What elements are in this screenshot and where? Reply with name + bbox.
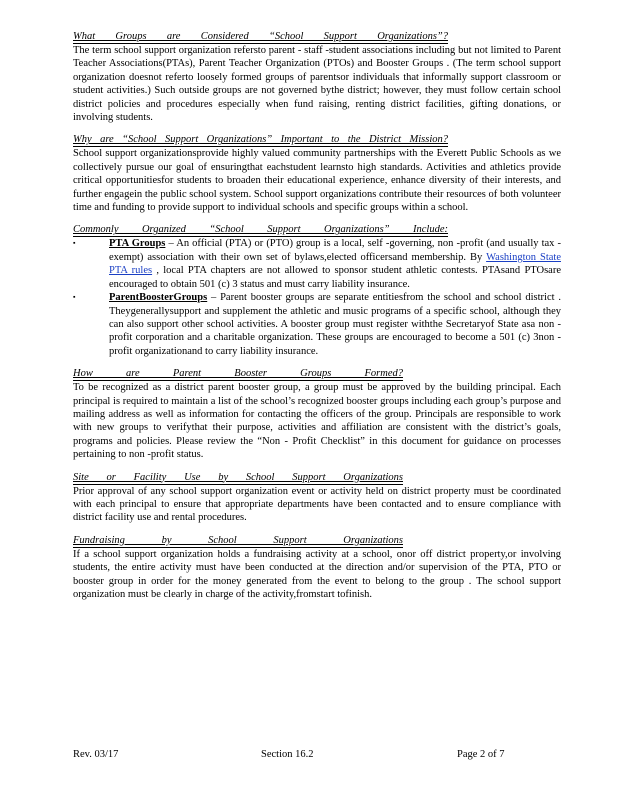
section-common-orgs [73, 223, 561, 358]
section-heading: What Groups are Considered “School Support Organizations”? [73, 31, 448, 42]
list-item-text: – An official (PTA) or (PTO) group is a local, self -governing, non -profit (and usually tax -exempt) association with their own set of bylaws,elected officersand membership. By [109, 238, 562, 263]
document-body [73, 30, 561, 610]
section-text: The term school support organization refersto parent - staff -student associations including but not limited to Parent Teacher Associations(PTAs), Parent Teacher Organization (PTOs) and Booster Groups . (The term school support organization doesnot referto loosely formed groups of parentsor individuals that informally support classroom or student activities.) Such outside groups are not governed bythe district; however, they must follow certain school district policies and procedures especially when fund raising, renting district facilities, gifting donations, or involving students. [73, 45, 561, 124]
revision-label: Rev. 03/17 [73, 749, 119, 760]
section-text: School support organizationsprovide highly valued community partnerships with the Everett Public Schools as we collectively pursue our goal of ensuringthat eachstudent learnsto high standards. Activities and athletics provide critical opportunitiesfor students to broaden their educational experience, enhance diversity of their interests, and further engagein the public school system. School support organizations contribute their resources of both volunteer time and funding to provide support to individual schools and specific groups within a school. [73, 148, 561, 214]
section-fundraising [73, 534, 561, 602]
section-booster-formation [73, 367, 561, 461]
list-item-text: , local PTA chapters are not allowed to sponsor student athletic contests. PTAsand PTOsare encouraged to obtain 501 (c) 3 status and must carry liability insurance. [109, 265, 561, 290]
org-type-list [73, 237, 561, 358]
page-number: Page 2 of 7 [457, 749, 505, 760]
section-text: If a school support organization holds a fundraising activity at a school, onor off district property,or involving students, the entire activity must have been conducted at the direction and/or supervision of the PTA, PTO or booster group in order for the money generated from the event to belong to the group . The school support organization must be clearly in charge of the activity,fromstart tofinish. [73, 548, 561, 600]
list-item [73, 291, 561, 358]
section-heading: Fundraising by School Support Organizations [73, 534, 403, 546]
section-importance [73, 133, 561, 214]
section-heading: Commonly Organized “School Support Organizations” Include: [73, 224, 448, 236]
list-item [73, 237, 561, 291]
section-number: Section 16.2 [261, 749, 314, 760]
section-heading: Why are “School Support Organizations” Important to the District Mission? [73, 134, 448, 146]
section-heading: How are Parent Booster Groups Formed? [73, 368, 403, 380]
list-item-term: ParentBoosterGroups [109, 292, 208, 304]
bullet-icon: ▪ [73, 293, 76, 302]
bullet-icon: ▪ [73, 239, 76, 248]
wa-state-pta-rules-link[interactable]: Washington State PTA rules [109, 251, 561, 277]
section-heading: Site or Facility Use by School Support Organizations [73, 471, 403, 483]
section-text: To be recognized as a district parent booster group, a group must be approved by the building principal. Each principal is required to maintain a list of the school’s recognized booster groups including each group’s purpose and mailing address as well as information for contacting the officers of the group. Principals are responsible to work with new groups to verifythat their purpose, activities and affiliation are consistent with the district’s goals, programs and policies. Please review the “Non - Profit Checklist” in this document for guidance on processes pertaining to non -profit status. [73, 382, 561, 461]
section-school-support-orgs [73, 30, 561, 124]
list-item-text: – Parent booster groups are separate entitiesfrom the school and school district . Theygenerallysupport and supplement the athletic and music programs of a specific school, although they can also support other school activities. A booster group must register withthe Secretaryof State asa non -profit corporation and a charitable organization. These groups are encouraged to become a 501 (c) 3non -profit organizationand to carry liability insurance. [109, 292, 561, 357]
list-item-term: PTA Groups [109, 238, 166, 250]
section-facility-use [73, 471, 561, 525]
section-text: Prior approval of any school support organization event or activity held on district property must be coordinated with each principal to ensure that appropriate departments have been contacted and to ensure compliance with district facility use and rental procedures. [73, 485, 561, 524]
